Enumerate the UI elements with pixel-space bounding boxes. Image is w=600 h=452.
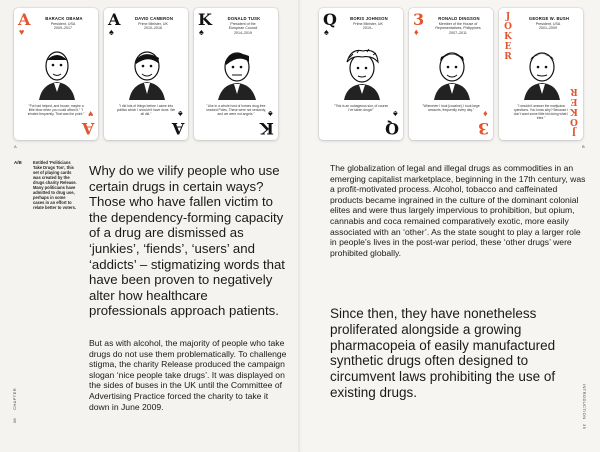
spade-icon: ♠ [178, 109, 183, 119]
diamond-icon: ♦ [414, 27, 419, 37]
card-role: Prime Minister, UK 2010–2016 [138, 22, 168, 31]
spade-icon: ♠ [109, 27, 114, 37]
portrait-cameron-icon [124, 46, 170, 100]
gutter-shadow [298, 0, 302, 452]
card-name: GEORGE W. BUSH [528, 16, 570, 21]
left-page-number: 38 [12, 418, 17, 424]
heart-icon: ♥ [19, 27, 25, 37]
card-rank-bottom: K [260, 119, 274, 138]
card-obama [14, 8, 98, 140]
heart-icon: ♥ [87, 109, 93, 119]
spade-icon: ♠ [324, 27, 329, 37]
card-rank-bottom: 3 [477, 119, 489, 138]
portrait-dingson-icon [429, 46, 475, 100]
card-quote: "I wouldn't answer the marijuana questions. You know why? Because I don't want some little kid doing what I tried." [513, 104, 569, 120]
card-name: RONALD DINGSON [438, 16, 480, 21]
card-rank: A [18, 10, 31, 29]
card-bush [499, 8, 583, 140]
diamond-icon: ♦ [483, 109, 488, 119]
card-name: BARACK OBAMA [45, 16, 83, 21]
card-name: DAVID CAMERON [134, 16, 174, 21]
spade-icon: ♠ [393, 109, 398, 119]
card-tusk [194, 8, 278, 140]
spade-icon: ♠ [199, 27, 204, 37]
left-section-label: CHAPTER [12, 388, 17, 410]
card-cameron [104, 8, 188, 140]
right-body-large: Since then, they have nonetheless proliferated alongside a growing pharmacopeia of easily manufactured synthetic drugs often designed to circumvent laws prohibiting the use of existing drugs. [330, 306, 556, 400]
card-quote: "I did lots of things before I came into politics which I shouldn't have done. We all did." [116, 104, 176, 116]
portrait-tusk-icon [214, 46, 260, 100]
card-rank: Q [323, 10, 337, 29]
right-page-number: 39 [582, 424, 587, 430]
portrait-bush-icon [519, 46, 565, 100]
card-rank-bottom: A [81, 119, 94, 138]
right-section-label: INTRODUCTION [582, 384, 587, 420]
card-role: President, USA 2009–2017 [50, 22, 76, 31]
left-body-large: Why do we vilify people who use certain drugs in certain ways? Those who have fallen victim to the dependency-forming capacity of a drug are dismissed as ‘junkies’, ‘fiends’, ‘users’ and ‘addicts’ – stigmatizing words that have been proven to negatively alter how healthcare professionals approach patients. [89, 163, 285, 319]
card-quote: "Like in a whole host of homes drug-free smoked Poles. These were not seriously, and we were not angels." [206, 104, 266, 116]
card-name: BORIS JOHNSON [350, 16, 388, 21]
card-rank: 3 [413, 10, 425, 29]
spade-icon: ♠ [268, 109, 273, 119]
joker-label-bottom: J O K E R [570, 86, 578, 136]
card-name: DONALD TUSK [227, 16, 261, 21]
card-quote: "This is an outrageous slur, of course I've taken drugs!" [333, 104, 389, 112]
card-quote: "Pot had helped, and booze; maybe a little blow when you could afford it." "I inhaled frequently. That was the point." [27, 104, 85, 116]
card-johnson [319, 8, 403, 140]
card-rank: A [108, 10, 121, 29]
marker-b: B [582, 144, 585, 149]
card-quote: "Whenever I took [cocaine], I took large amounts, frequently every day." [422, 104, 480, 112]
card-role: Member of the House of Representatives, Philippines 2007–2011 [435, 22, 481, 35]
card-role: President, USA 2001–2009 [535, 22, 561, 31]
joker-label: J O K E R [504, 12, 512, 62]
card-role: President of the European Council 2014–2019 [228, 22, 258, 35]
caption-text: Entitled 'Politicians Take Drugs Too', this set of playing cards was created by the drugs charity Release. Many politicians have admitted to drug use, perhaps in some cases in an effort to relate better to voters. [33, 160, 77, 210]
portrait-obama-icon [34, 46, 80, 100]
marker-a: A [14, 144, 17, 149]
caption-number: A/B [14, 160, 22, 165]
portrait-johnson-icon [339, 46, 385, 100]
right-body: The globalization of legal and illegal drugs as commodities in an emerging capitalist marketplace, beginning in the 17th century, was a profit-motivated process. Alcohol, tobacco and caffeinated products became ingrained in the culture of the dominant colonial elites and were thus largely impervious to prohibition, but opium, cannabis and coca remained comparatively exotic, more easily associated with an ‘other’. As the state sought to play a larger role in people’s lives in the post-war period, these ‘other drugs’ were prohibited globally. [330, 163, 586, 258]
card-rank: K [198, 10, 212, 29]
card-rank-bottom: A [171, 119, 184, 138]
card-rank-bottom: Q [385, 119, 399, 138]
left-body-small: But as with alcohol, the majority of people who take drugs do not use them problematically. To challenge stigma, the charity Release produced the campaign slogan ‘nice people take drugs’. It was displayed on the sides of buses in the UK until the Committee of Advertising Practice forced the charity to take it down in June 2009. [89, 338, 287, 412]
card-role: Prime Minister, UK 2019– [353, 22, 383, 31]
card-dingson [409, 8, 493, 140]
